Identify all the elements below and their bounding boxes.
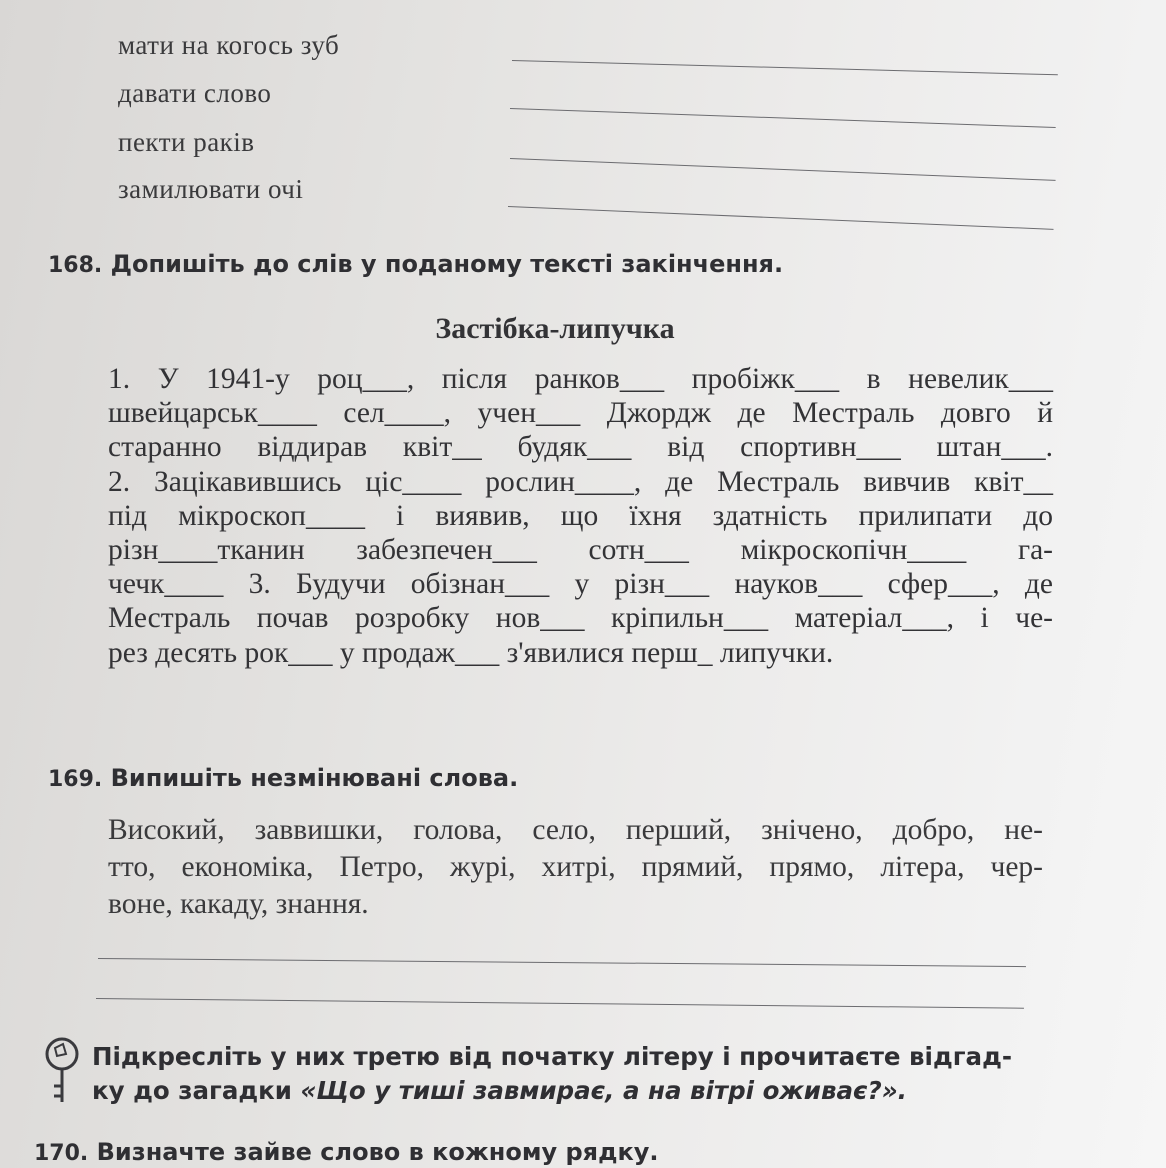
riddle-line-2-prefix: ку до загадки [92, 1076, 301, 1105]
text-line: старанно віддирав квіт__ будяк___ від спортивн___ штан___. [108, 431, 1053, 464]
answer-line-6[interactable] [96, 998, 1024, 1009]
task-170-heading [34, 1138, 659, 1166]
task-169-word-list [108, 812, 1043, 923]
word-list-line: тто, економіка, Петро, журі, хитрі, прямий, прямо, літера, чер- [108, 851, 1043, 883]
phrase-1: мати на когось зуб [118, 30, 340, 60]
answer-line-2[interactable] [510, 108, 1056, 128]
phrase-4: замилювати очі [118, 174, 304, 204]
text-line: Местраль почав розробку нов___ кріпильн___ матеріал___, і че- [108, 602, 1053, 635]
text-line: 1. У 1941-у роц___, після ранков___ пробіжк___ в невелик___ [108, 363, 1053, 395]
answer-line-5[interactable] [98, 958, 1026, 967]
task-169-number: 169. [48, 767, 103, 792]
answer-line-3[interactable] [510, 158, 1056, 181]
text-line: швейцарськ____ сел____, учен___ Джордж де Местраль довго й [108, 397, 1053, 430]
task-170-instruction: Визначте зайве слово в кожному рядку. [96, 1138, 659, 1166]
text-line: 2. Зацікавившись ціс____ рослин____, де Местраль вивчив квіт__ [108, 465, 1053, 498]
task-168-text [108, 362, 1053, 670]
text-line: під мікроскоп____ і виявив, що їхня здатність прилипати до [108, 499, 1053, 532]
task-168-number: 168. [48, 253, 103, 278]
riddle-line-1: Підкресліть у них третю від початку літеру і прочитаєте відгад- [92, 1042, 1013, 1071]
text-line: рез десять рок___ у продаж___ з'явилися перш_ липучки. [108, 636, 834, 669]
text-line: різн____тканин забезпечен___ сотн___ мікроскопічн____ га- [108, 533, 1053, 566]
task-168-heading [48, 250, 783, 278]
task-168-instruction: Допишіть до слів у поданому тексті закінчення. [110, 250, 784, 278]
task-170-number: 170. [34, 1141, 89, 1166]
riddle-key-icon [38, 1036, 82, 1106]
riddle-quote: «Що у тиші завмирає, а на вітрі оживає?». [300, 1076, 907, 1105]
text-title: Застібка-липучка [435, 312, 675, 345]
riddle-line-2 [92, 1074, 1042, 1108]
text-line: чечк____ 3. Будучи обізнан___ у різн___ науков___ сфер___, де [108, 568, 1053, 601]
task-169-heading [48, 764, 518, 792]
word-list-line: воне, какаду, знання. [108, 888, 369, 920]
answer-line-1[interactable] [512, 60, 1058, 75]
phrase-2: давати слово [118, 78, 272, 108]
answer-line-4[interactable] [508, 206, 1054, 230]
riddle-instruction [92, 1040, 1042, 1108]
word-list-line: Високий, заввишки, голова, село, перший, знічено, добро, не- [108, 814, 1043, 846]
task-169-instruction: Випишіть незмінювані слова. [110, 764, 519, 792]
phrase-3: пекти раків [118, 127, 255, 157]
